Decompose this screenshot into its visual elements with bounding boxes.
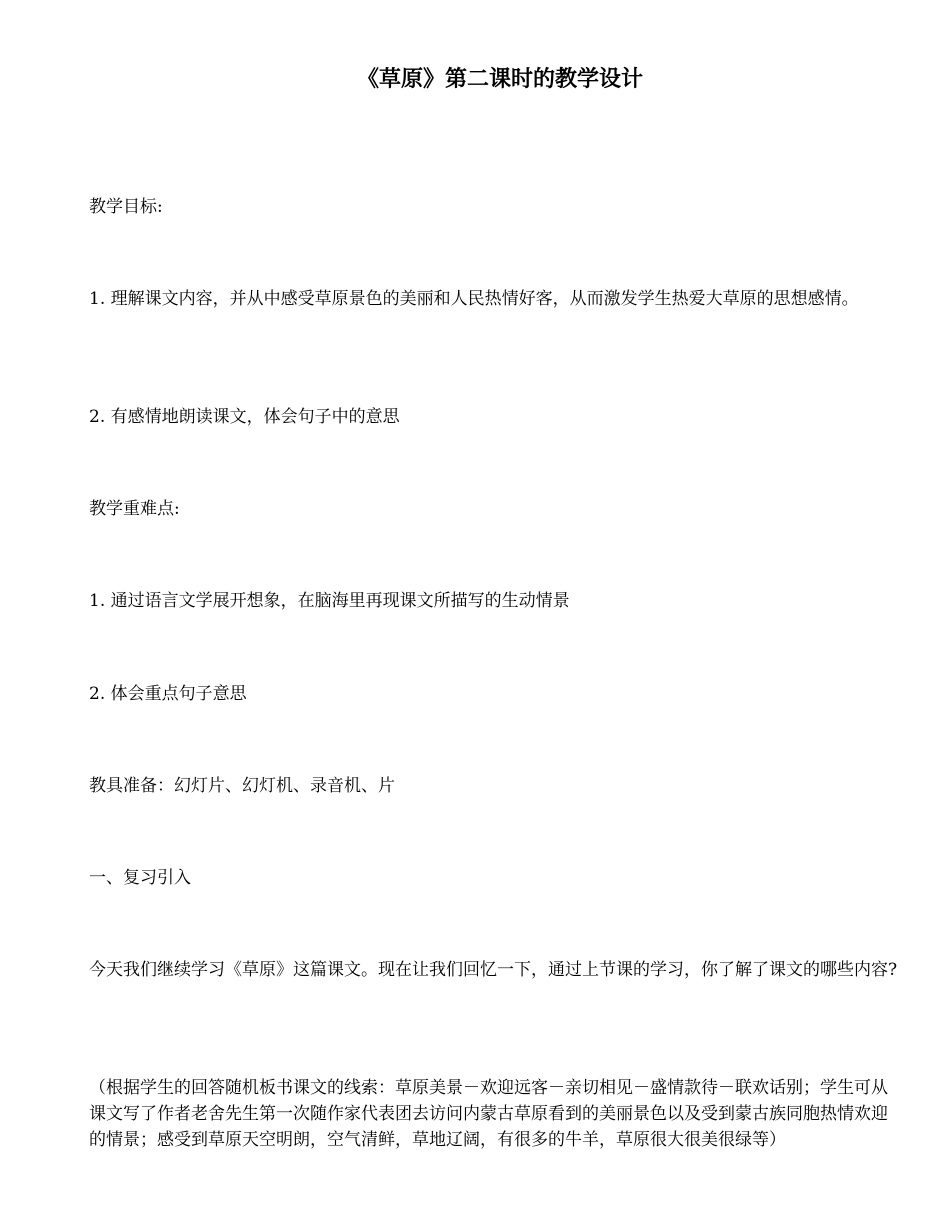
teaching-goals-heading: 教学目标:	[89, 197, 163, 217]
key-difficulty-item-1: 1. 通过语言文学展开想象，在脑海里再现课文所描写的生动情景	[89, 591, 570, 611]
section-review-heading: 一、复习引入	[89, 868, 191, 888]
teaching-tools-paragraph: 教具准备：幻灯片、幻灯机、录音机、片	[89, 776, 395, 796]
teaching-goal-item-2: 2. 有感情地朗读课文，体会句子中的意思	[89, 407, 400, 427]
review-paragraph: 今天我们继续学习《草原》这篇课文。现在让我们回忆一下，通过上节课的学习，你了解了课文的哪些内容?	[89, 960, 898, 980]
key-difficulty-item-2: 2. 体会重点句子意思	[89, 684, 247, 704]
teaching-goal-item-1: 1. 理解课文内容，并从中感受草原景色的美丽和人民热情好客，从而激发学生热爱大草原的思想感情。	[89, 289, 859, 309]
document-title: 《草原》第二课时的教学设计	[356, 66, 643, 92]
key-difficulties-heading: 教学重难点:	[89, 499, 180, 519]
board-notes-paragraph: （根据学生的回答随机板书课文的线索：草原美景－欢迎远客－亲切相见－盛情款待－联欢话别；学生可从课文写了作者老舍先生第一次随作家代表团去访问内蒙古草原看到的美丽景色以及受到蒙古族同胞热情欢迎的情景；感受到草原天空明朗，空气清鲜，草地辽阔，有很多的牛羊，草原很大很美很绿等）	[89, 1078, 888, 1150]
